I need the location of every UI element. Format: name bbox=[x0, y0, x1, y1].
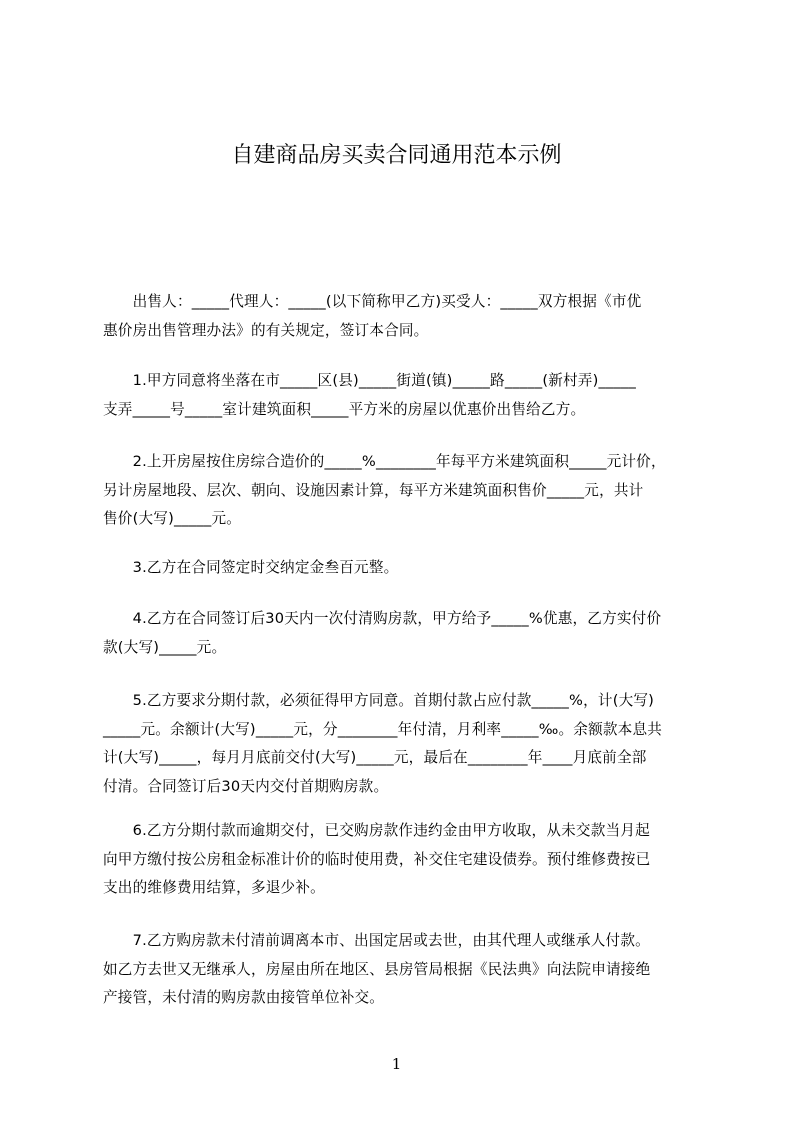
clause-4 bbox=[103, 605, 704, 662]
document-title: 自建商品房买卖合同通用范本示例 bbox=[231, 143, 562, 168]
paragraph-preamble bbox=[103, 288, 704, 345]
clause-1 bbox=[103, 367, 704, 424]
page-number: 1 bbox=[391, 1055, 402, 1073]
paragraph-line: 支出的维修费用结算，多退少补。 bbox=[103, 879, 325, 896]
paragraph-line: 支弄_____号_____室计建筑面积_____平方米的房屋以优惠价出售给乙方。 bbox=[103, 400, 586, 418]
paragraph-line: 向甲方缴付按公房租金标准计价的临时使用费，补交住宅建设债券。预付维修费按已 bbox=[103, 850, 651, 868]
paragraph-line: 6.乙方分期付款而逾期交付，已交购房款作违约金由甲方收取，从未交款当月起 bbox=[103, 822, 650, 839]
paragraph-line: 惠价房出售管理办法》的有关规定，签订本合同。 bbox=[103, 321, 429, 339]
paragraph-line: 另计房屋地段、层次、朝向、设施因素计算，每平方米建筑面积售价_____元，共计 bbox=[103, 481, 644, 499]
paragraph-line: 款(大写)_____元。 bbox=[103, 638, 227, 656]
clause-6 bbox=[103, 817, 704, 903]
paragraph-line: 7.乙方购房款未付清前调离本市、出国定居或去世，由其代理人或继承人付款。 bbox=[103, 932, 650, 949]
clause-5 bbox=[103, 687, 704, 801]
paragraph-line: 出售人：_____代理人：_____(以下简称甲乙方)买受人：_____双方根据《市优 bbox=[103, 293, 642, 310]
paragraph-line: _____元。余额计(大写)_____元，分________年付清，月利率_____‰。余额款本息共 bbox=[103, 720, 663, 738]
paragraph-line: 5.乙方要求分期付款，必须征得甲方同意。首期付款占应付款_____%，计(大写) bbox=[103, 692, 655, 709]
paragraph-line: 3.乙方在合同签定时交纳定金叁百元整。 bbox=[103, 559, 399, 576]
clause-7 bbox=[103, 927, 704, 1013]
clause-2 bbox=[103, 448, 704, 534]
paragraph-line: 售价(大写)_____元。 bbox=[103, 510, 242, 527]
paragraph-line: 付清。合同签订后30天内交付首期购房款。 bbox=[103, 777, 389, 795]
paragraph-line: 计(大写)_____，每月月底前交付(大写)_____元，最后在________年____月底前全部 bbox=[103, 749, 647, 766]
clause-3 bbox=[103, 554, 704, 583]
paragraph-line: 如乙方去世又无继承人，房屋由所在地区、县房管局根据《民法典》向法院申请接绝 bbox=[103, 960, 651, 978]
paragraph-line: 1.甲方同意将坐落在市_____区(县)_____街道(镇)_____路_____(新村弄)_____ bbox=[103, 372, 636, 389]
paragraph-line: 2.上开房屋按住房综合造价的_____%________年每平方米建筑面积_____元计价， bbox=[103, 453, 666, 470]
paragraph-line: 4.乙方在合同签订后30天内一次付清购房款，甲方给予_____%优惠，乙方实付价 bbox=[103, 610, 662, 627]
paragraph-line: 产接管，未付清的购房款由接管单位补交。 bbox=[103, 989, 385, 1006]
